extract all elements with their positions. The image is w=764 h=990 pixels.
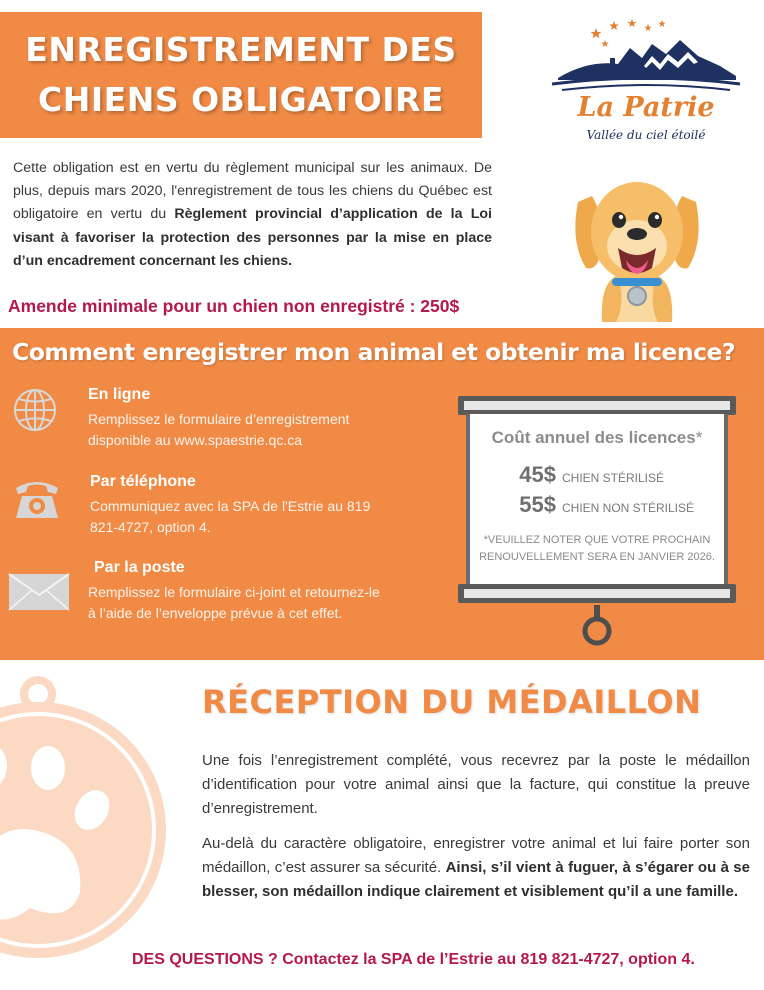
medallion-paw-icon xyxy=(0,670,200,960)
logo-name: La Patrie xyxy=(577,92,715,123)
envelope-icon xyxy=(8,573,70,611)
board-title-text: Coût annuel des licences xyxy=(491,428,696,447)
price-label: CHIEN NON STÉRILISÉ xyxy=(562,501,695,515)
board-bottom-bar xyxy=(458,584,736,603)
reception-p2-text: Au-delà du caractère obligatoire, enregistrer votre animal et lui faire porter son médaillon, c’est assurer sa sécurité. xyxy=(202,835,750,876)
method-online-text: Remplissez le formulaire d’enregistrement disponible au www.spaestrie.qc.ca xyxy=(88,411,350,448)
price-amount: 45$ xyxy=(519,462,556,487)
page-title-line-2: CHIENS OBLIGATOIRE xyxy=(38,80,444,119)
price-row-not-sterilized xyxy=(504,492,694,518)
dog-illustration-icon xyxy=(572,172,702,330)
intro-regulation: Règlement provincial d’application de la Loi visant à favoriser la protection des personnes par la mise en place d’un encadrement concernant les chiens. xyxy=(13,206,492,269)
logo-landscape-icon xyxy=(548,18,744,96)
telephone-icon xyxy=(12,474,62,520)
price-label: CHIEN STÉRILISÉ xyxy=(562,471,665,485)
method-phone-title: Par téléphone xyxy=(90,473,196,490)
intro-text: Cette obligation est en vertu du règlement municipal sur les animaux. De plus, depuis mars 2020, l'enregistrement de tous les chiens du Québec est obligatoire en vertu du xyxy=(13,160,492,223)
logo-tagline: Vallée du ciel étoilé xyxy=(586,128,706,142)
fine-notice: Amende minimale pour un chien non enregistré : 250$ xyxy=(8,296,460,316)
reception-paragraph-2 xyxy=(202,832,750,904)
la-patrie-logo xyxy=(548,18,744,148)
board-title xyxy=(470,428,724,448)
intro-paragraph xyxy=(13,157,492,273)
method-mail-text: Remplissez le formulaire ci-joint et retournez-le à l’aide de l’enveloppe prévue à cet effet. xyxy=(88,584,380,621)
title-banner xyxy=(0,12,482,138)
globe-icon xyxy=(12,387,58,433)
price-row-sterilized xyxy=(504,462,664,488)
board-top-bar xyxy=(458,396,736,415)
method-phone-text: Communiquez avec la SPA de l'Estrie au 819 821-4727, option 4. xyxy=(90,498,371,535)
page-title-line-1: ENREGISTREMENT DES xyxy=(25,30,457,69)
price-amount: 55$ xyxy=(519,492,556,517)
renewal-note: *VEUILLEZ NOTER QUE VOTRE PROCHAIN RENOUVELLEMENT SERA EN JANVIER 2026. xyxy=(479,534,715,563)
board-hook-icon xyxy=(580,605,614,647)
questions-contact: DES QUESTIONS ? Contactez la SPA de l’Estrie au 819 821-4727, option 4. xyxy=(132,951,695,968)
reception-p2-bold: Ainsi, s’il vient à fuguer, à s’égarer ou à se blesser, son médaillon indique clairement et visiblement qu’il a une famille. xyxy=(202,859,750,900)
method-online-title: En ligne xyxy=(88,386,151,403)
board-title-asterisk: * xyxy=(695,428,703,447)
license-price-board xyxy=(466,414,728,586)
reception-heading: RÉCEPTION DU MÉDAILLON xyxy=(202,683,702,721)
methods-heading: Comment enregistrer mon animal et obtenir ma licence? xyxy=(12,338,736,366)
method-mail-title: Par la poste xyxy=(94,559,185,576)
reception-paragraph-1: Une fois l’enregistrement complété, vous recevrez par la poste le médaillon d’identification pour votre animal ainsi que la facture, qui constitue la preuve d’enregistrement. xyxy=(202,752,750,817)
